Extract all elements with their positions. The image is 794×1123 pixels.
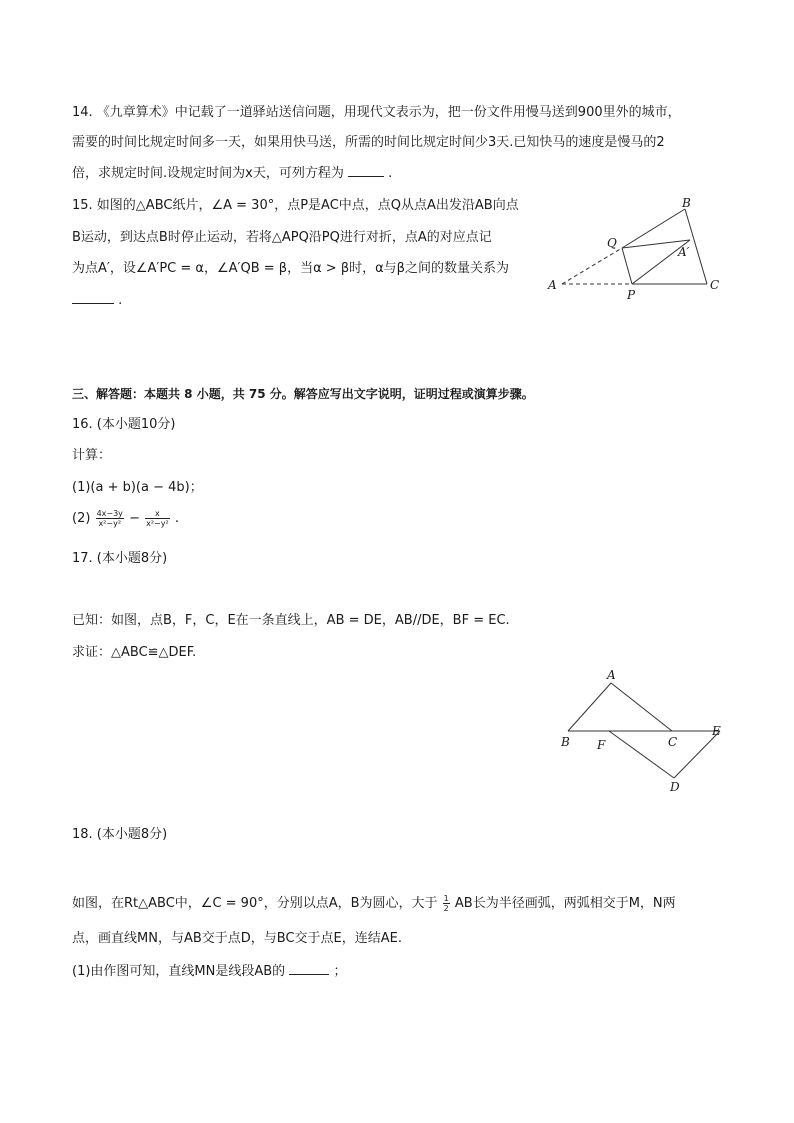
label-p: P: [627, 288, 636, 302]
segment-aq: [562, 248, 622, 284]
label-b: B: [682, 196, 691, 210]
q14-line-2: 需要的时间比规定时间多一天，如果用快马送，所需的时间比规定时间少3天.已知快马的速度是慢马的2: [72, 135, 665, 150]
q18-answer-blank: [289, 962, 329, 975]
q14-answer-blank: [348, 164, 384, 177]
q15-line-4-end: .: [118, 293, 123, 308]
label-a-prime: A′: [678, 245, 690, 259]
q16-part-2-end: .: [174, 511, 179, 526]
q16-fraction-2-denominator: x²−y²: [146, 519, 169, 528]
q15-line-3: 为点A′，设∠A′PC = α，∠A′QB = β，当α > β时，α与β之间的数量关系为: [72, 261, 509, 276]
label-c: C: [710, 278, 720, 292]
q18-fraction-half: [443, 894, 450, 913]
q15-line-1: 15. 如图的△ABC纸片，∠A = 30°，点P是AC中点，点Q从点A出发沿AB向点: [72, 198, 519, 213]
q18-head: 18. (本小题8分): [72, 827, 168, 842]
q14-line-3-text: 倍，求规定时间.设规定时间为x天，可列方程为: [72, 166, 344, 181]
q18-line-1: [72, 893, 676, 915]
label-a: A: [548, 278, 557, 292]
q18-fraction-denominator: 2: [443, 904, 449, 913]
q17-prove: 求证：△ABC≌△DEF.: [72, 645, 197, 660]
label-q: Q: [607, 236, 617, 250]
label-a: A: [607, 668, 616, 682]
q15-line-4: [72, 291, 122, 310]
q16-fraction-1-numerator: 4x−3y: [96, 509, 123, 518]
q17-head: 17. (本小题8分): [72, 551, 168, 566]
label-d: D: [670, 780, 680, 794]
q18-line-3-text: (1)由作图可知，直线MN是线段AB的: [72, 964, 286, 979]
label-f: F: [597, 738, 606, 752]
q14-line-1: 14. 《九章算术》中记载了一道驿站送信问题，用现代文表示为，把一份文件用慢马送到900里外的城市，: [72, 105, 681, 120]
segment-df: [609, 731, 674, 778]
q16-head: 16. (本小题10分): [72, 417, 176, 432]
q15-line-2: B运动，到达点B时停止运动，若将△APQ沿PQ进行对折，点A的对应点记: [72, 230, 492, 245]
q16-part-1: (1)(a + b)(a − 4b)；: [72, 480, 203, 495]
label-e: E: [712, 724, 721, 738]
segment-de: [674, 731, 720, 778]
q15-figure: [540, 192, 730, 304]
q17-given: 已知：如图，点B，F，C，E在一条直线上，AB = DE，AB//DE，BF = EC.: [72, 613, 510, 628]
q18-line-1-a: 如图，在Rt△ABC中，∠C = 90°，分别以点A，B为圆心，大于: [72, 896, 438, 911]
q18-line-2: 点，画直线MN，与AB交于点D，与BC交于点E，连结AE.: [72, 931, 402, 946]
q16-fraction-2-numerator: x: [145, 509, 170, 519]
q16-minus-sign: −: [129, 511, 140, 526]
segment-ab: [568, 683, 611, 731]
segment-qp: [622, 248, 632, 284]
section-3-title: 三、解答题：本题共 8 小题，共 75 分。解答应写出文字说明，证明过程或演算步骤。: [72, 387, 534, 401]
q18-line-3: [72, 962, 346, 981]
q18-line-3-end: ；: [333, 964, 347, 979]
label-b: B: [561, 735, 570, 749]
q14-line-3-end: .: [388, 166, 393, 181]
q14-line-3: [72, 164, 392, 183]
q16-fraction-1-denominator: x²−y²: [98, 519, 122, 528]
q16-part-2-label: (2): [72, 511, 91, 526]
segment-ac: [611, 683, 672, 731]
q16-fraction-1: [96, 509, 124, 528]
q16-part-2: [72, 506, 179, 532]
q15-answer-blank: [72, 291, 114, 304]
q17-figure: [550, 665, 735, 800]
q18-fraction-numerator: 1: [443, 894, 449, 903]
q18-line-1-b: AB长为半径画弧，两弧相交于M，N两: [454, 896, 676, 911]
q16-prompt: 计算：: [72, 448, 112, 463]
label-c: C: [668, 735, 678, 749]
q16-fraction-2: [145, 509, 170, 528]
